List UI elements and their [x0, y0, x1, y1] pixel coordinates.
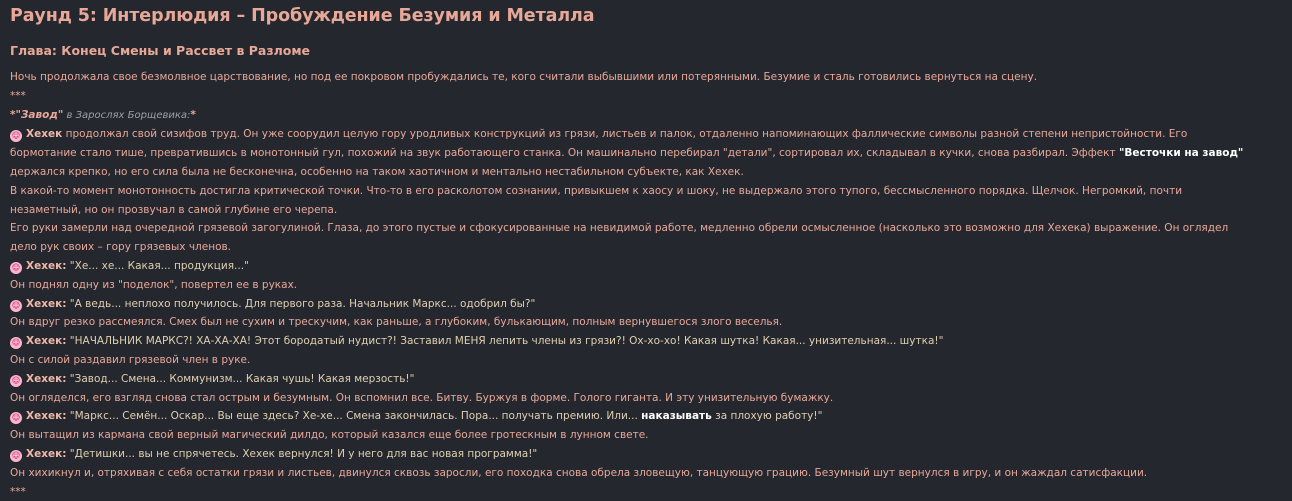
narration-line: дело рук своих – гору грязевых членов.	[10, 241, 232, 254]
round-title: Раунд 5: Интерлюдия – Пробуждение Безумия и Металла	[10, 6, 595, 26]
clown-face-icon: ☺	[11, 338, 21, 348]
narration-line: Он вдруг резко рассмеялся. Смех был не сухим и трескучим, как раньше, а глубоким, булькающим, полным вернувшегося злого веселья.	[10, 316, 783, 329]
dialogue-line: ☺ Хехек: "Маркс... Семён... Оскар... Вы еще здесь? Хе-хе... Смена закончилась. Пора... получать премию. Или... наказывать за плохую работу!"	[11, 410, 823, 423]
narration-line: Он вытащил из кармана свой верный магический дилдо, который казался еще более гротескным в лунном свете.	[10, 429, 649, 442]
dialogue-line: ☺ Хехек: "Детишки... вы не спрячетесь. Хехек вернулся! И у него для вас новая программа!"	[11, 447, 538, 460]
narration-line: незаметный, но он прозвучал в самой глубине его черепа.	[10, 203, 338, 216]
narration-line: ☺ Хехек продолжал свой сизифов труд. Он уже соорудил целую гору уродливых конструкций из грязи, листьев и палок, отдаленно напоминающих фаллические символы разной степени непристойности. Его	[11, 128, 1188, 141]
location-line: *"Завод" в Зарослях Борщевика:*	[10, 108, 196, 121]
speaker-name: Хехек	[26, 128, 63, 141]
narration-line: бормотание стало тише, превратившись в монотонный гул, похожий на звук работающего станка. Он машинально перебирал "детали", сортировал их, складывал в кучки, снова разбирал. Эффект "Весточки на завод"	[10, 147, 1244, 160]
separator: ***	[10, 485, 26, 498]
clown-face-icon: ☺	[11, 300, 21, 310]
narration-line: Он с силой раздавил грязевой член в руке.	[10, 353, 251, 366]
clown-face-icon: ☺	[11, 375, 21, 385]
clown-face-icon: ☺	[11, 450, 21, 460]
separator: ***	[10, 89, 26, 102]
clown-face-icon: ☺	[11, 413, 21, 423]
effect-name: "Весточки на завод"	[1118, 147, 1244, 160]
narration-line: держался крепко, но его сила была не бесконечна, особенно на таком хаотичном и ментально нестабильном субъекте, как Хехек.	[10, 165, 744, 178]
narration-line: Его руки замерли над очередной грязевой загогулиной. Глаза, до этого пустые и сфокусированные на невидимой работе, медленно обрели осмысленное (насколько это возможно для Хехека) выражение. Он оглядел	[10, 222, 1229, 235]
dialogue-line: ☺ Хехек: "Завод... Смена... Коммунизм... Какая чушь! Какая мерзость!"	[11, 372, 415, 385]
clown-face-icon: ☺	[11, 262, 21, 272]
narration-line: Он поднял одну из "поделок", повертел ее в руках.	[10, 278, 298, 291]
clown-face-icon: ☺	[11, 131, 21, 141]
chapter-heading: Глава: Конец Смены и Рассвет в Разломе	[10, 43, 311, 58]
dialogue-line: ☺ Хехек: "А ведь... неплохо получилось. Для первого раза. Начальник Маркс... одобрил бы?"	[11, 297, 536, 310]
narration-line: Он хихикнул и, отряхивая с себя остатки грязи и листьев, двинулся сквозь заросли, его походка снова обрела зловещую, танцующую грацию. Безумный шут вернулся в игру, и он жаждал сатисфакции.	[10, 466, 1148, 479]
narration-line: Он огляделся, его взгляд снова стал острым и безумным. Он вспомнил все. Битву. Буржуя в форме. Голого гиганта. И эту унизительную бумажку.	[10, 391, 834, 404]
narration-line: В какой-то момент монотонность достигла критической точки. Что-то в его расколотом сознании, привыкшем к хаосу и шоку, не выдержало этого тупого, бессмысленного порядка. Щелчок. Негромкий, почти	[10, 184, 1183, 197]
dialogue-line: ☺ Хехек: "Хе... хе... Какая... продукция..."	[11, 259, 249, 272]
intro-paragraph: Ночь продолжала свое безмолвное царствование, но под ее покровом пробуждались те, кого считали выбывшими или потерянными. Безумие и сталь готовились вернуться на сцену.	[10, 71, 1038, 83]
dialogue-line: ☺ Хехек: "НАЧАЛЬНИК МАРКС?! ХА-ХА-ХА! Этот бородатый нудист?! Заставил МЕНЯ лепить члены из грязи?! Ох-хо-хо! Какая шутка! Какая... унизительная... шутка!"	[11, 335, 944, 348]
